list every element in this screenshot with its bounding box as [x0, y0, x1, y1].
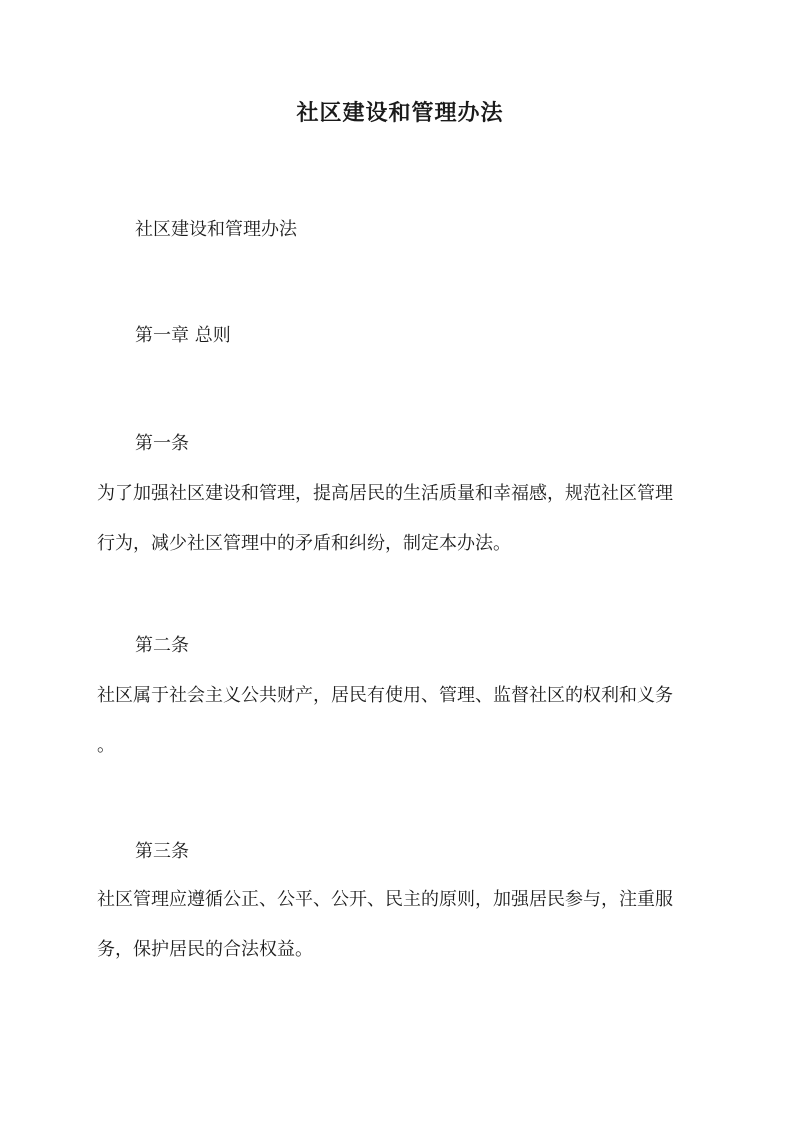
article-heading-1: 第一条: [135, 433, 189, 454]
article-1-line-1: 为了加强社区建设和管理，提高居民的生活质量和幸福感，规范社区管理: [97, 483, 673, 504]
article-2-line-1: 社区属于社会主义公共财产，居民有使用、管理、监督社区的权利和义务: [97, 685, 673, 706]
document-subtitle: 社区建设和管理办法: [135, 219, 297, 240]
chapter-heading: 第一章 总则: [135, 325, 231, 346]
article-1-line-2: 行为，减少社区管理中的矛盾和纠纷，制定本办法。: [97, 533, 511, 554]
article-3-line-1: 社区管理应遵循公正、公平、公开、民主的原则，加强居民参与，注重服: [97, 889, 673, 910]
article-heading-3: 第三条: [135, 841, 189, 862]
article-heading-2: 第二条: [135, 635, 189, 656]
article-3-line-2: 务，保护居民的合法权益。: [97, 939, 313, 960]
article-2-line-2: 。: [97, 735, 115, 756]
document-title: 社区建设和管理办法: [296, 100, 504, 126]
